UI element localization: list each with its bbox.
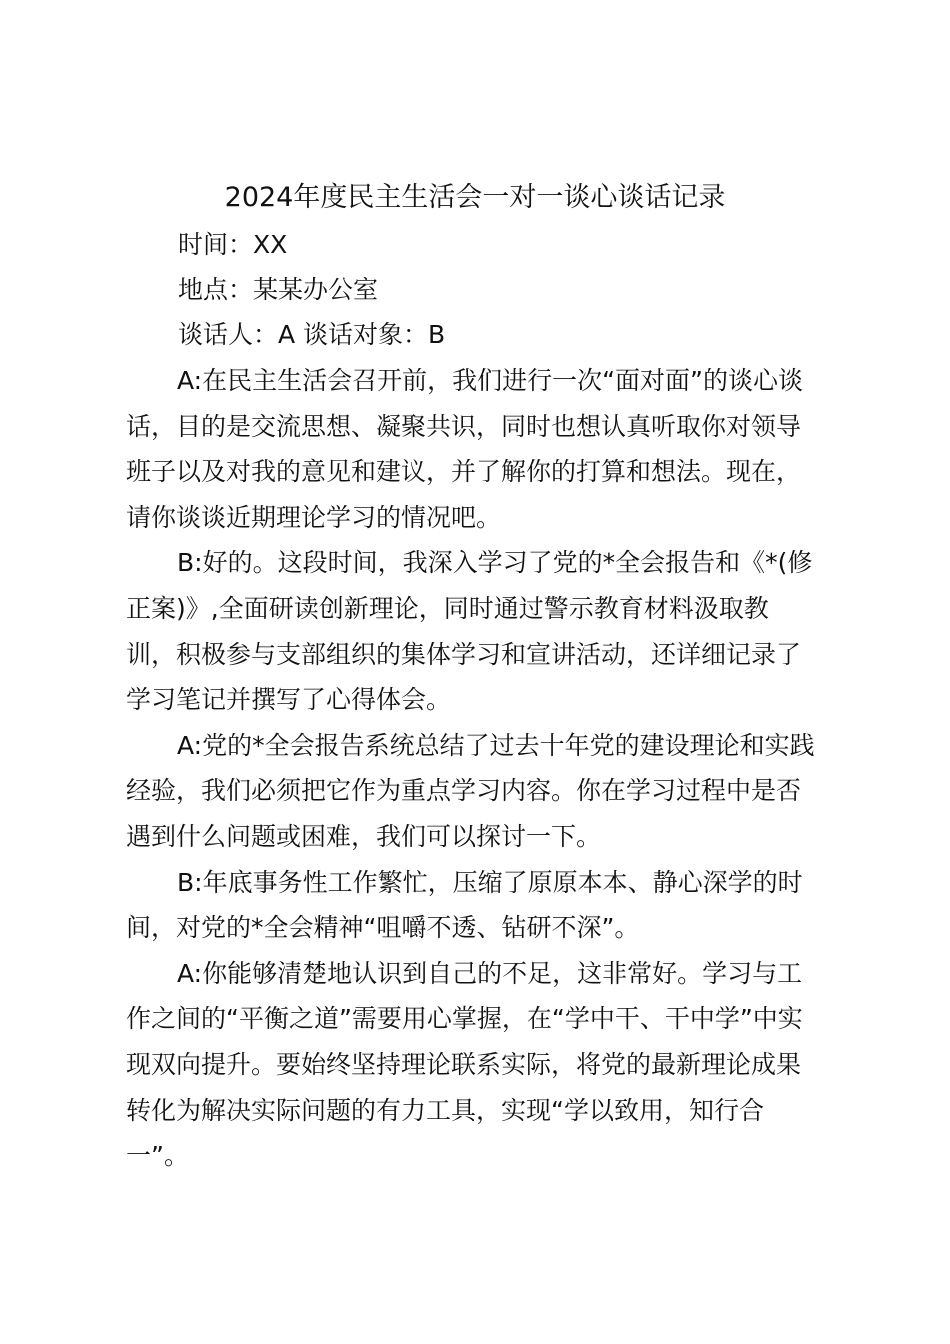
text-line: 话，目的是交流思想、凝聚共识，同时也想认真听取你对领导	[126, 411, 802, 441]
text-line: 训，积极参与支部组织的集体学习和宣讲活动，还详细记录了	[126, 639, 802, 669]
text-line: 正案)》,全面研读创新理论，同时通过警示教育材料汲取教	[126, 593, 769, 623]
text-line: 班子以及对我的意见和建议，并了解你的打算和想法。现在，	[126, 457, 802, 487]
text-line: 转化为解决实际问题的有力工具，实现“学以致用，知行合	[126, 1095, 764, 1125]
dialog-paragraph-b-2	[126, 860, 834, 951]
text-line: 一”。	[126, 1141, 189, 1171]
text-line: A:在民主生活会召开前，我们进行一次“面对面”的谈心谈	[177, 366, 803, 395]
text-line: B:年底事务性工作繁忙，压缩了原原本本、静心深学的时	[177, 867, 803, 897]
text-line: 现双向提升。要始终坚持理论联系实际，将党的最新理论成果	[126, 1049, 802, 1079]
meeting-time: 时间：XX	[178, 230, 288, 259]
dialog-paragraph-a-3	[126, 951, 834, 1179]
meeting-participants: 谈话人：A 谈话对象：B	[178, 320, 446, 349]
dialog-paragraph-b-1	[126, 540, 834, 722]
dialog-paragraph-a-1	[126, 358, 834, 540]
text-line: 经验，我们必须把它作为重点学习内容。你在学习过程中是否	[126, 776, 802, 806]
conversation-record	[126, 358, 834, 1179]
text-line: 请你谈谈近期理论学习的情况吧。	[126, 502, 502, 532]
text-line: A:你能够清楚地认识到自己的不足，这非常好。学习与工	[177, 958, 803, 988]
text-line: 作之间的“平衡之道”需要用心掌握，在“学中干、干中学”中实	[126, 1004, 803, 1034]
text-line: 间，对党的*全会精神“咀嚼不透、钻研不深”。	[126, 913, 640, 943]
text-line: 学习笔记并撰写了心得体会。	[126, 685, 452, 715]
dialog-paragraph-a-2	[126, 723, 834, 860]
text-line: 遇到什么问题或困难，我们可以探讨一下。	[126, 821, 602, 851]
document-title: 2024年度民主生活会一对一谈心谈话记录	[224, 182, 726, 213]
meeting-place: 地点：某某办公室	[178, 275, 379, 304]
text-line: B:好的。这段时间，我深入学习了党的*全会报告和《*(修	[177, 548, 813, 578]
text-line: A:党的*全会报告系统总结了过去十年党的建设理论和实践	[177, 730, 815, 760]
